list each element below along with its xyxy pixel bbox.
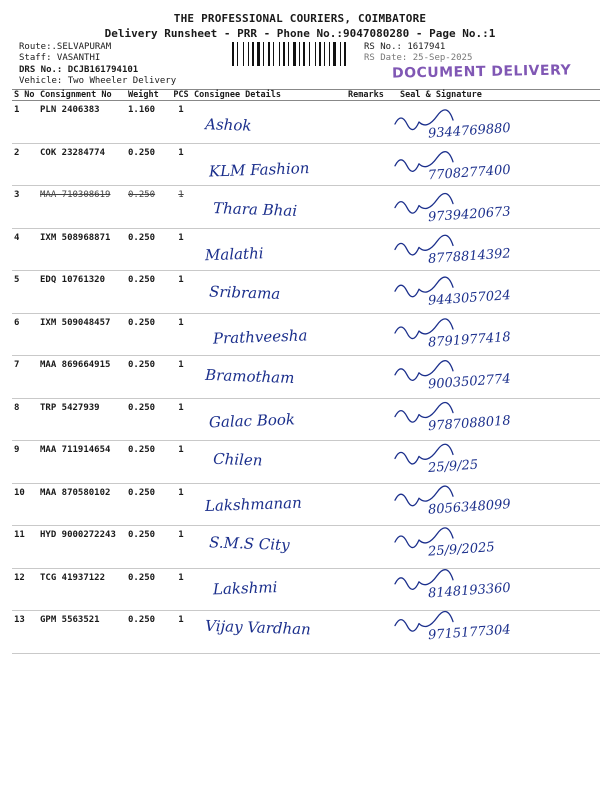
company-title: THE PROFESSIONAL COURIERS, COIMBATORE (173, 12, 427, 25)
row-consignment-number: COK 23284774 (38, 143, 126, 186)
vehicle-label: Vehicle: Two Wheeler Delivery (19, 76, 177, 86)
row-weight: 0.250 (126, 186, 170, 229)
row-pcs: 1 (170, 271, 192, 314)
rs-date: RS Date: 25-Sep-2025 (364, 53, 473, 63)
seal-handwriting: 8791977418 (427, 329, 512, 351)
row-pcs: 1 (170, 398, 192, 441)
row-sno: 2 (12, 143, 38, 186)
consignee-handwriting: Sribrama (208, 282, 281, 303)
col-consignment: Consignment No (38, 90, 126, 101)
row-pcs: 1 (170, 228, 192, 271)
col-consignee-details: Consignee Details (192, 90, 346, 101)
seal-handwriting: 9003502774 (427, 371, 512, 393)
rs-number: RS No.: 1617941 (364, 42, 446, 52)
seal-handwriting: 9344769880 (427, 120, 512, 142)
row-consignment-number: PLN 2406383 (38, 101, 126, 144)
runsheet-subtitle: Delivery Runsheet - PRR - Phone No.:9047080280 - Page No.:1 (104, 27, 496, 40)
seal-handwriting: 9787088018 (427, 413, 512, 435)
consignee-handwriting: Malathi (204, 244, 264, 265)
row-sno: 1 (12, 101, 38, 144)
seal-handwriting: 25/9/25 (427, 457, 479, 477)
row-pcs: 1 (170, 101, 192, 144)
seal-handwriting: 8148193360 (427, 580, 512, 602)
seal-handwriting: 25/9/2025 (427, 539, 496, 560)
row-pcs: 1 (170, 441, 192, 484)
row-pcs: 1 (170, 611, 192, 654)
consignee-handwriting: S.M.S City (208, 533, 290, 555)
col-sno: S No (12, 90, 38, 101)
row-sno: 10 (12, 483, 38, 526)
row-sno: 11 (12, 526, 38, 569)
row-weight: 0.250 (126, 143, 170, 186)
row-weight: 0.250 (126, 441, 170, 484)
row-consignment-number: TCG 41937122 (38, 568, 126, 611)
row-weight: 0.250 (126, 313, 170, 356)
row-consignment-number: HYD 9000272243 (38, 526, 126, 569)
row-consignment-number: GPM 5563521 (38, 611, 126, 654)
col-remarks: Remarks (346, 90, 398, 101)
row-pcs: 1 (170, 568, 192, 611)
consignee-handwriting: Lakshmi (212, 578, 278, 599)
row-pcs: 1 (170, 143, 192, 186)
row-consignment-number: MAA 869664915 (38, 356, 126, 399)
seal-handwriting: 9443057024 (427, 288, 512, 309)
row-sno: 6 (12, 313, 38, 356)
seal-handwriting: 8056348099 (427, 497, 512, 518)
drs-number: DRS No.: DCJB161794101 (19, 65, 139, 75)
row-consignment-number: TRP 5427939 (38, 398, 126, 441)
row-weight: 0.250 (126, 228, 170, 271)
row-sno: 5 (12, 271, 38, 314)
route-label: Route:.SELVAPURAM (19, 42, 112, 52)
row-sno: 7 (12, 356, 38, 399)
consignee-handwriting: KLM Fashion (208, 159, 310, 181)
document-delivery-stamp: DOCUMENT DELIVERY (391, 62, 572, 82)
row-pcs: 1 (170, 186, 192, 229)
row-consignment-number: IXM 508968871 (38, 228, 126, 271)
seal-handwriting: 7708277400 (427, 162, 512, 184)
row-sno: 9 (12, 441, 38, 484)
row-weight: 0.250 (126, 356, 170, 399)
row-consignment-number: IXM 509048457 (38, 313, 126, 356)
row-consignment-number: MAA 711914654 (38, 441, 126, 484)
seal-handwriting: 9739420673 (427, 204, 512, 226)
row-sno: 8 (12, 398, 38, 441)
col-seal-signature: Seal & Signature (398, 90, 600, 101)
row-sno: 13 (12, 611, 38, 654)
consignee-handwriting: Galac Book (208, 410, 296, 432)
col-pcs: PCS (170, 90, 192, 101)
consignee-handwriting: Vijay Vardhan (204, 616, 312, 639)
staff-label: Staff: VASANTHI (19, 53, 101, 63)
consignee-handwriting: Thara Bhai (212, 199, 298, 220)
seal-handwriting: 9715177304 (427, 622, 512, 644)
consignee-handwriting: Ashok (204, 115, 252, 135)
row-weight: 0.250 (126, 568, 170, 611)
row-weight: 0.250 (126, 526, 170, 569)
consignee-handwriting: Chilen (212, 449, 263, 470)
row-weight: 0.250 (126, 611, 170, 654)
consignee-handwriting: Lakshmanan (204, 493, 303, 516)
row-consignment-number: EDQ 10761320 (38, 271, 126, 314)
row-consignment-number: MAA 710308619 (38, 186, 126, 229)
row-pcs: 1 (170, 313, 192, 356)
col-weight: Weight (126, 90, 170, 101)
seal-handwriting: 8778814392 (427, 246, 512, 268)
row-weight: 0.250 (126, 398, 170, 441)
row-sno: 12 (12, 568, 38, 611)
row-sno: 4 (12, 228, 38, 271)
row-pcs: 1 (170, 483, 192, 526)
row-weight: 0.250 (126, 483, 170, 526)
row-weight: 1.160 (126, 101, 170, 144)
consignee-handwriting: Prathveesha (212, 326, 308, 348)
row-consignment-number: MAA 870580102 (38, 483, 126, 526)
consignee-handwriting: Bramotham (204, 365, 295, 388)
row-weight: 0.250 (126, 271, 170, 314)
row-pcs: 1 (170, 356, 192, 399)
row-sno: 3 (12, 186, 38, 229)
row-pcs: 1 (170, 526, 192, 569)
